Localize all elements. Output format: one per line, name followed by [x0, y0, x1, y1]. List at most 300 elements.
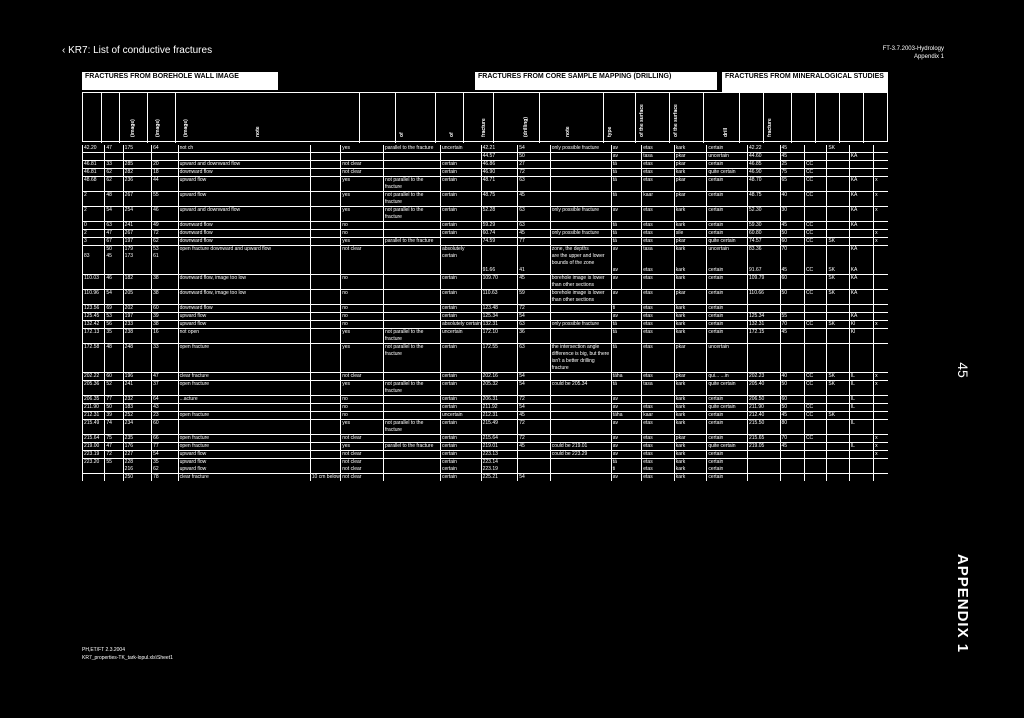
table-cell: KA	[849, 177, 873, 192]
table-cell: 215.64	[481, 435, 518, 443]
table-cell: tasa	[642, 246, 675, 254]
table-row	[83, 321, 889, 329]
table-cell: 205.36	[83, 381, 105, 396]
table-cell: 172.15	[748, 329, 781, 344]
table-cell: x	[874, 373, 888, 381]
table-cell: CC	[804, 169, 826, 177]
table-cell: kark	[674, 275, 707, 290]
table-cell: the intersection angle difference is big, but there isn't a better drilling fracture	[550, 344, 611, 373]
table-cell: certain	[707, 412, 748, 420]
table-row	[83, 474, 889, 482]
table-cell: kark	[674, 396, 707, 404]
table-cell: certain	[707, 177, 748, 192]
table-cell: 3	[83, 238, 105, 246]
table-cell: kark	[674, 443, 707, 451]
table-cell: kark	[674, 169, 707, 177]
table-cell: CC	[804, 177, 826, 192]
table-cell: 46.81	[83, 161, 105, 169]
table-cell: 38	[152, 321, 178, 329]
table-cell: 45	[518, 275, 551, 290]
table-cell: certain	[707, 192, 748, 207]
table-cell: 54	[105, 207, 123, 222]
table-cell	[874, 246, 888, 254]
table-cell: 16	[152, 329, 178, 344]
table-cell: CC	[804, 238, 826, 246]
table-cell: 46	[105, 275, 123, 290]
table-cell: 48	[105, 344, 123, 373]
table-cell: only possible fracture	[550, 321, 611, 329]
table-cell: 83	[83, 253, 105, 267]
table-cell	[178, 267, 310, 275]
table-cell: kark	[674, 305, 707, 313]
section-borehole-image: FRACTURES FROM BOREHOLE WALL IMAGE	[82, 72, 278, 90]
table-cell: certain	[707, 451, 748, 459]
table-cell	[804, 466, 826, 474]
table-cell: tä	[611, 169, 642, 177]
table-cell: upward and downward flow	[178, 161, 310, 169]
table-cell	[550, 161, 611, 169]
table-cell: no	[341, 396, 384, 404]
table-cell: SK	[827, 290, 849, 305]
table-cell: etas	[642, 404, 675, 412]
table-cell	[518, 253, 551, 267]
table-row	[83, 230, 889, 238]
table-cell	[383, 222, 440, 230]
table-cell: av	[611, 396, 642, 404]
table-cell: downward flow, image too low	[178, 275, 310, 290]
table-cell	[827, 192, 849, 207]
table-cell	[518, 451, 551, 459]
table-cell: 42.22	[748, 145, 781, 153]
table-cell: downward flow	[178, 305, 310, 313]
table-cell: 59.29	[481, 222, 518, 230]
table-cell: 196	[123, 373, 151, 381]
table-cell: only possible fracture	[550, 207, 611, 222]
table-cell	[310, 238, 341, 246]
table-cell: 50	[780, 290, 804, 305]
table-cell: 77	[518, 238, 551, 246]
table-row	[83, 192, 889, 207]
table-cell: CC	[804, 381, 826, 396]
table-cell: 110.66	[748, 290, 781, 305]
table-cell: quite certain	[707, 443, 748, 451]
table-cell: 60.74	[481, 230, 518, 238]
table-cell	[804, 313, 826, 321]
table-cell: x	[874, 321, 888, 329]
table-cell	[804, 443, 826, 451]
table-cell: IL	[849, 404, 873, 412]
table-cell: kaar	[642, 192, 675, 207]
table-cell: 46.85	[748, 161, 781, 169]
table-cell: 10 cm below	[311, 474, 340, 480]
table-cell: downward flow	[178, 238, 310, 246]
table-cell: uncertain	[440, 412, 481, 420]
table-cell: av	[611, 451, 642, 459]
table-cell	[310, 459, 341, 467]
table-cell: 267	[123, 192, 151, 207]
table-row	[83, 443, 889, 451]
table-cell: yes	[341, 238, 384, 246]
table-cell: 52.30	[748, 207, 781, 222]
table-cell: CC	[804, 192, 826, 207]
table-cell	[310, 290, 341, 305]
table-cell: not parallel to the fracture	[383, 344, 440, 373]
table-cell	[748, 459, 781, 467]
table-cell: 40	[780, 192, 804, 207]
table-cell: 44	[152, 177, 178, 192]
table-cell: certain	[707, 435, 748, 443]
table-cell: yes	[341, 192, 384, 207]
table-cell: pkar	[674, 177, 707, 192]
table-cell: 182	[123, 275, 151, 290]
table-cell: certain	[440, 435, 481, 443]
table-cell: yes	[341, 344, 384, 373]
table-cell: no	[341, 321, 384, 329]
table-row	[83, 253, 889, 267]
table-cell: downward flow	[178, 222, 310, 230]
table-cell: 50	[780, 381, 804, 396]
table-cell: 202.16	[481, 373, 518, 381]
table-cell	[780, 344, 804, 373]
table-cell: certain	[440, 474, 481, 482]
footer-file-path: KR7_properties-TK_tark-lopul.xls\Sheet1	[82, 655, 173, 661]
table-cell	[383, 161, 440, 169]
table-cell	[178, 404, 310, 412]
table-cell	[383, 459, 440, 467]
table-cell	[874, 459, 888, 467]
table-cell	[827, 451, 849, 459]
table-cell	[874, 313, 888, 321]
footer-author-date: PH,ET/FT 2.3.2004	[82, 647, 125, 653]
table-cell: 20	[152, 161, 178, 169]
table-cell: 228	[123, 459, 151, 467]
table-cell: certain	[440, 373, 481, 381]
table-cell: 39	[152, 313, 178, 321]
table-cell	[827, 329, 849, 344]
table-cell	[105, 474, 123, 482]
table-cell: 47	[105, 443, 123, 451]
table-cell: yes	[341, 207, 384, 222]
table-cell: not clear	[341, 459, 384, 467]
table-cell	[178, 420, 310, 435]
table-cell: uncertain	[707, 246, 748, 254]
table-cell: KA	[849, 192, 873, 207]
table-cell: 206.31	[481, 396, 518, 404]
table-cell	[874, 161, 888, 169]
table-cell: certain	[440, 177, 481, 192]
table-cell: x	[874, 230, 888, 238]
table-cell: KI	[849, 321, 873, 329]
table-cell: 197	[123, 313, 151, 321]
table-cell: 49	[152, 222, 178, 230]
table-cell: CC	[804, 267, 826, 275]
table-cell: upward flow	[178, 321, 310, 329]
table-cell: kark	[674, 381, 707, 396]
table-cell: 125.45	[83, 313, 105, 321]
table-cell: 223.19	[83, 451, 105, 459]
table-cell: no	[341, 313, 384, 321]
table-cell	[383, 246, 440, 254]
table-cell: 45	[780, 329, 804, 344]
table-cell	[550, 177, 611, 192]
table-cell: 132.31	[748, 321, 781, 329]
table-cell: IL	[849, 373, 873, 381]
table-cell: SK	[827, 321, 849, 329]
table-cell	[849, 238, 873, 246]
table-cell	[123, 267, 151, 275]
table-cell: 248	[123, 344, 151, 373]
table-cell: KA	[849, 313, 873, 321]
table-cell: av	[611, 246, 642, 254]
table-cell: certain	[440, 404, 481, 412]
table-cell: 50	[518, 153, 551, 161]
table-cell	[748, 344, 781, 373]
table-cell	[310, 169, 341, 177]
table-cell	[341, 267, 384, 275]
table-cell: 45	[780, 412, 804, 420]
table-row	[83, 373, 889, 381]
table-cell: 52.28	[481, 207, 518, 222]
table-cell: yes	[341, 420, 384, 435]
table-cell: x	[874, 238, 888, 246]
table-cell: pkar	[674, 435, 707, 443]
table-cell: 46.81	[83, 169, 105, 177]
table-cell: zone, the depths	[550, 246, 611, 254]
table-row	[83, 381, 889, 396]
column-label: of the surface	[639, 104, 645, 137]
table-cell: etas	[642, 344, 675, 373]
table-cell	[804, 329, 826, 344]
table-cell: certain	[707, 275, 748, 290]
table-cell: etas	[642, 420, 675, 435]
table-cell	[827, 230, 849, 238]
table-cell: 212.31	[83, 412, 105, 420]
column-label: fracture	[767, 118, 773, 137]
table-cell: ti	[611, 466, 642, 474]
table-cell: only possible fracture	[550, 145, 611, 153]
table-cell: not parallel to the fracture	[383, 329, 440, 344]
table-cell	[780, 451, 804, 459]
table-cell: 125.34	[748, 313, 781, 321]
table-cell: CC	[804, 373, 826, 381]
table-cell: 65	[780, 177, 804, 192]
table-cell	[780, 305, 804, 313]
table-cell: 67	[105, 238, 123, 246]
table-cell: tä	[611, 459, 642, 467]
table-cell: 75	[780, 169, 804, 177]
table-cell	[804, 246, 826, 254]
table-cell: KA	[849, 290, 873, 305]
table-cell: only possible fracture	[550, 230, 611, 238]
table-cell: av	[611, 207, 642, 222]
table-cell	[849, 145, 873, 153]
table-cell	[310, 177, 341, 192]
table-cell: certain	[707, 290, 748, 305]
table-cell: no	[341, 290, 384, 305]
table-cell: are the upper and lower bounds of the zone	[550, 253, 611, 267]
table-cell: certain	[440, 381, 481, 396]
table-cell: 46.90	[748, 169, 781, 177]
table-cell	[310, 207, 341, 222]
table-cell: 91.67	[748, 267, 781, 275]
table-cell: av	[611, 313, 642, 321]
table-cell	[383, 230, 440, 238]
table-cell: certain	[440, 459, 481, 467]
table-cell	[518, 466, 551, 474]
table-cell	[642, 396, 675, 404]
table-cell: 197	[123, 238, 151, 246]
table-cell: 41	[518, 267, 551, 275]
table-cell: kark	[674, 207, 707, 222]
table-cell: yes	[341, 177, 384, 192]
table-cell	[341, 153, 384, 161]
table-cell: x	[874, 435, 888, 443]
column-header-area	[82, 92, 888, 142]
table-cell	[827, 466, 849, 474]
table-cell	[310, 404, 341, 412]
table-cell: 45	[518, 192, 551, 207]
table-cell: tä	[611, 177, 642, 192]
table-cell	[804, 145, 826, 153]
table-cell	[383, 435, 440, 443]
table-cell	[874, 329, 888, 344]
table-cell	[780, 253, 804, 267]
table-cell	[780, 459, 804, 467]
table-cell: av	[611, 290, 642, 305]
table-cell: certain	[440, 290, 481, 305]
table-cell: certain	[440, 466, 481, 474]
table-row	[83, 222, 889, 230]
table-cell: absolutely certain	[441, 321, 481, 327]
table-cell	[83, 246, 105, 254]
table-cell	[310, 451, 341, 459]
table-cell: 205.32	[481, 381, 518, 396]
table-cell: 232	[123, 396, 151, 404]
table-cell	[310, 267, 341, 275]
table-cell: 72	[518, 396, 551, 404]
table-cell: certain	[707, 267, 748, 275]
table-cell	[383, 290, 440, 305]
table-cell	[874, 420, 888, 435]
table-cell: 72	[518, 420, 551, 435]
table-cell: 35	[152, 459, 178, 467]
table-cell: not clear	[341, 435, 384, 443]
table-cell	[849, 466, 873, 474]
table-cell: open fracture	[178, 344, 310, 373]
table-cell	[83, 474, 105, 482]
table-cell: etas	[642, 321, 675, 329]
table-cell	[310, 305, 341, 313]
table-cell	[310, 420, 341, 435]
table-cell: sile	[674, 230, 707, 238]
table-cell	[674, 253, 707, 267]
table-cell: 45	[518, 443, 551, 451]
table-cell: 205.40	[748, 381, 781, 396]
table-cell: etas	[642, 177, 675, 192]
reference-header	[883, 45, 944, 61]
table-cell: 27	[518, 161, 551, 169]
table-cell: not parallel to the fracture	[383, 192, 440, 207]
table-cell: 215.49	[83, 420, 105, 435]
table-cell: open fracture downward and upward flow	[178, 246, 310, 254]
table-cell: 64	[152, 396, 178, 404]
table-cell	[611, 253, 642, 267]
table-cell	[874, 253, 888, 267]
table-cell: 172.55	[481, 344, 518, 373]
table-cell: 219.05	[748, 443, 781, 451]
table-cell: pkar	[674, 192, 707, 207]
table-cell: qui... ...in	[707, 373, 748, 381]
table-cell	[849, 435, 873, 443]
table-cell: kark	[674, 329, 707, 344]
table-cell: 219.01	[481, 443, 518, 451]
table-cell: pkar	[674, 290, 707, 305]
table-cell: certain	[440, 169, 481, 177]
table-cell	[310, 329, 341, 344]
table-cell: 60	[152, 305, 178, 313]
table-cell	[804, 474, 826, 482]
footer	[82, 646, 173, 662]
table-cell	[310, 253, 341, 267]
table-cell: 45	[780, 267, 804, 275]
table-cell	[310, 412, 341, 420]
table-cell: 53	[152, 246, 178, 254]
table-cell: open fracture	[178, 381, 310, 396]
table-cell: not open	[178, 329, 310, 344]
table-cell: kaar	[642, 412, 675, 420]
table-cell: 45	[105, 253, 123, 267]
table-cell: 45	[780, 145, 804, 153]
table-cell: etas	[642, 443, 675, 451]
table-cell: KA	[849, 246, 873, 254]
table-cell: 2	[83, 230, 105, 238]
table-row	[83, 275, 889, 290]
table-cell: not parallel to the fracture	[383, 420, 440, 435]
table-cell	[310, 161, 341, 169]
table-cell	[642, 253, 675, 267]
table-cell: 60	[105, 373, 123, 381]
table-cell	[550, 238, 611, 246]
table-cell: x	[874, 451, 888, 459]
column-label: (image)	[130, 119, 136, 137]
table-cell: tä	[611, 161, 642, 169]
table-cell	[383, 474, 440, 482]
table-cell: not clear	[341, 246, 384, 254]
table-cell: 46.86	[481, 161, 518, 169]
table-cell: not clear	[341, 466, 384, 474]
table-cell: 173	[123, 253, 151, 267]
table-cell: 72	[518, 435, 551, 443]
table-cell	[827, 420, 849, 435]
table-cell: certain	[440, 396, 481, 404]
table-cell: SK	[827, 238, 849, 246]
table-cell: pkar	[674, 238, 707, 246]
table-cell: av	[611, 153, 642, 161]
table-cell: not clear	[341, 169, 384, 177]
table-cell	[550, 192, 611, 207]
table-cell	[383, 373, 440, 381]
table-cell: tä	[611, 192, 642, 207]
table-cell: kark	[674, 246, 707, 254]
table-cell: CC	[804, 404, 826, 412]
table-cell: 42.20	[83, 145, 105, 153]
table-cell	[440, 153, 481, 161]
table-cell: uncertain	[707, 153, 748, 161]
table-cell	[383, 404, 440, 412]
table-cell	[383, 396, 440, 404]
table-cell	[310, 230, 341, 238]
table-cell: 172.13	[83, 329, 105, 344]
